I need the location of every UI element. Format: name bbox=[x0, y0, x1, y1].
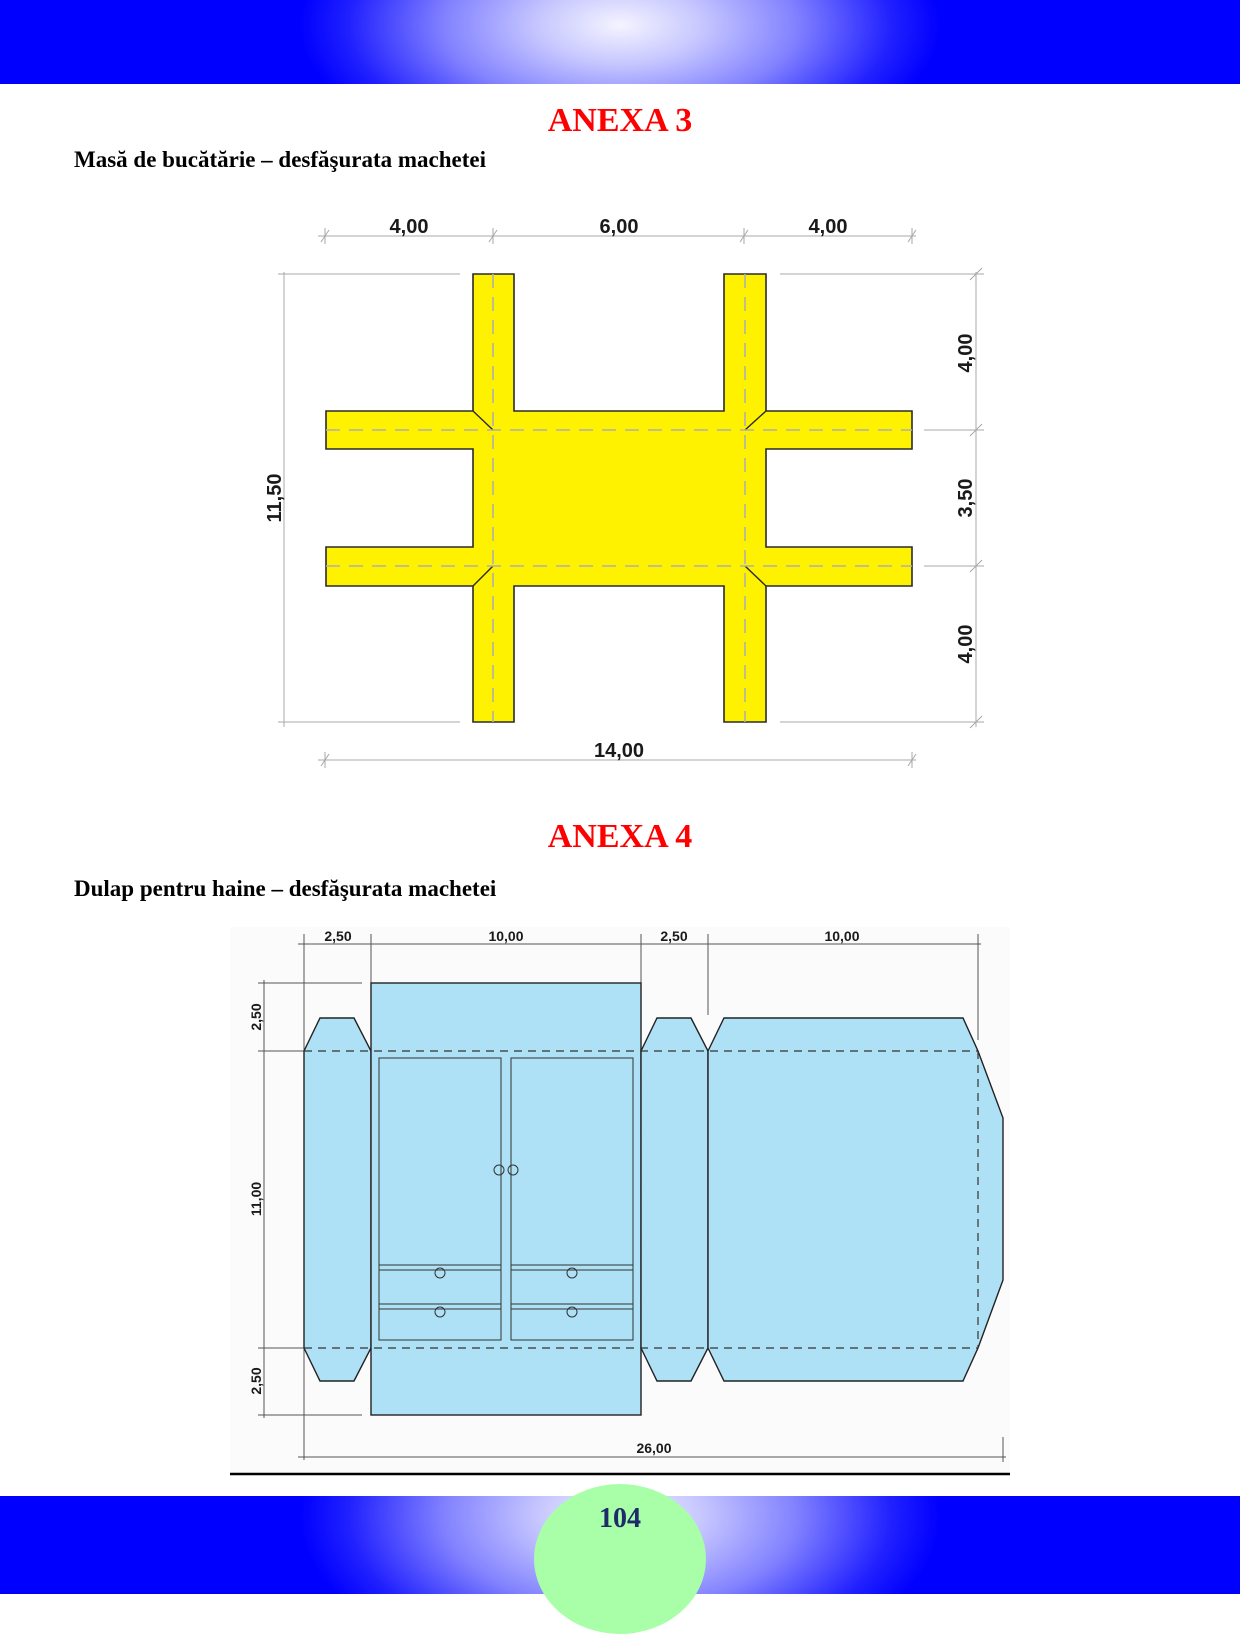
wardrobe-side-panel-left bbox=[304, 1018, 371, 1381]
dim-left: 11,50 bbox=[264, 473, 286, 523]
dim4-top-4: 10,00 bbox=[824, 928, 860, 944]
annex4-title: ANEXA 4 bbox=[547, 818, 693, 855]
dim-right-mid: 3,50 bbox=[955, 478, 977, 518]
dim-right-bottom: 4,00 bbox=[955, 624, 977, 664]
wardrobe-side-panel-right bbox=[641, 1018, 708, 1381]
dim4-left-mid: 11,00 bbox=[248, 1181, 264, 1217]
dim-top-right: 4,00 bbox=[808, 216, 848, 238]
wardrobe-back-panel bbox=[708, 1018, 1003, 1381]
dim-top-left: 4,00 bbox=[389, 216, 429, 238]
wardrobe-front-panel bbox=[371, 983, 641, 1415]
dim-bottom: 14,00 bbox=[593, 740, 645, 762]
dim-right-top: 4,00 bbox=[955, 333, 977, 373]
annex3-title: ANEXA 3 bbox=[547, 102, 693, 139]
dim4-left-top: 2,50 bbox=[248, 1003, 264, 1031]
dim4-top-2: 10,00 bbox=[488, 928, 524, 944]
dim-top-mid: 6,00 bbox=[599, 216, 639, 238]
page-number: 104 bbox=[599, 1503, 641, 1534]
dim4-top-1: 2,50 bbox=[324, 928, 352, 944]
dim4-bottom: 26,00 bbox=[636, 1440, 672, 1456]
annex3-subtitle: Masă de bucătărie – desfăşurata machetei bbox=[74, 147, 487, 172]
dim4-left-bottom: 2,50 bbox=[248, 1367, 264, 1395]
annex4-subtitle: Dulap pentru haine – desfăşurata machetei bbox=[74, 876, 497, 901]
dim4-top-3: 2,50 bbox=[660, 928, 688, 944]
